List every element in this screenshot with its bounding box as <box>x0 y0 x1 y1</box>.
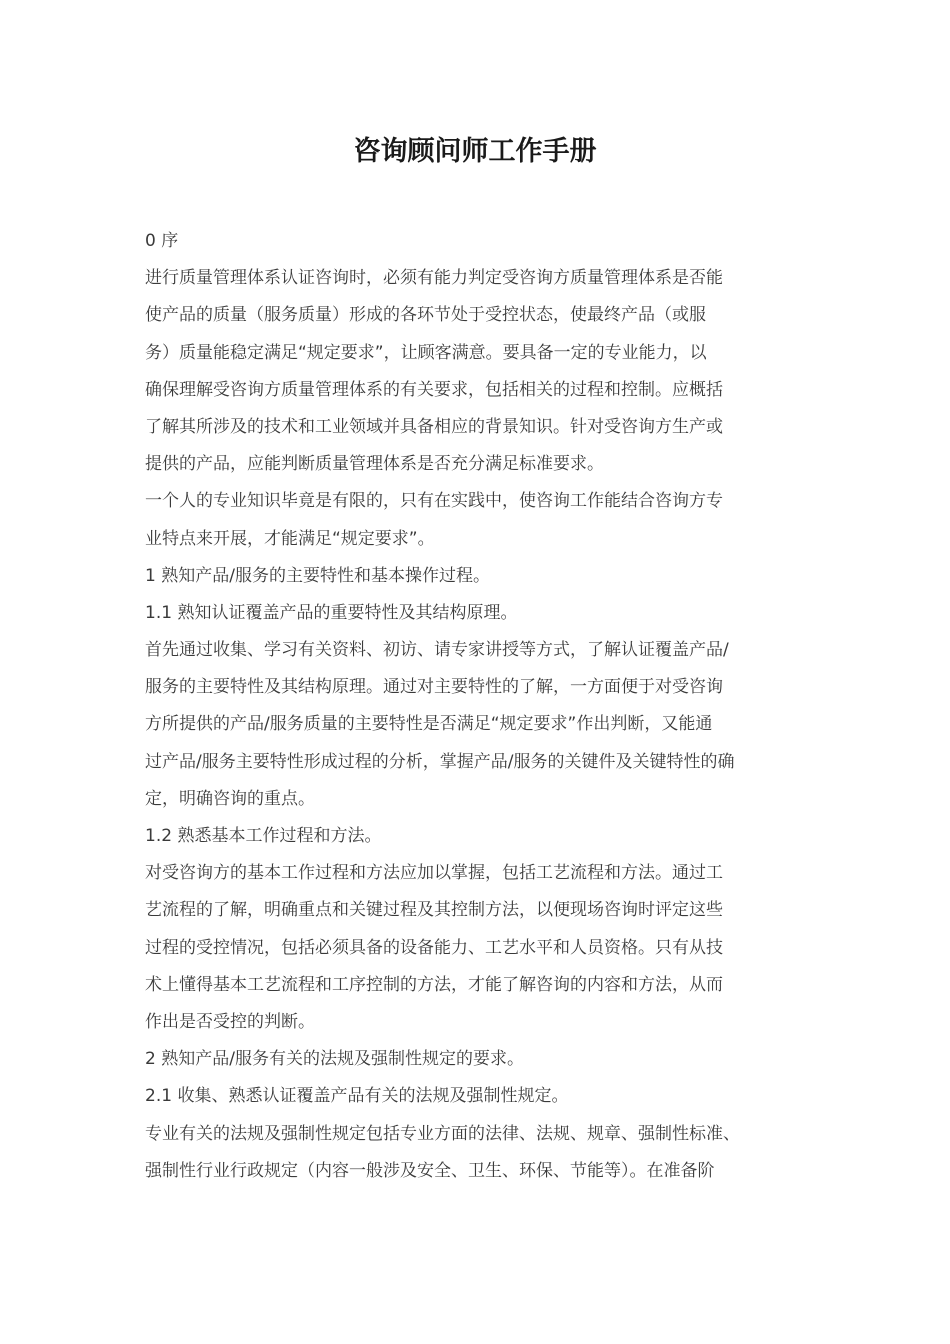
text-line: 首先通过收集、学习有关资料、初访、请专家讲授等方式，了解认证覆盖产品/ <box>145 640 729 661</box>
text-line: 务）质量能稳定满足“规定要求”，让顾客满意。要具备一定的专业能力，以 <box>145 342 707 363</box>
text-line: 1.1 熟知认证覆盖产品的重要特性及其结构原理。 <box>145 602 518 623</box>
text-line: 1 熟知产品/服务的主要特性和基本操作过程。 <box>145 565 490 586</box>
text-line: 艺流程的了解，明确重点和关键过程及其控制方法，以便现场咨询时评定这些 <box>145 900 723 921</box>
text-line: 2.1 收集、熟悉认证覆盖产品有关的法规及强制性规定。 <box>145 1086 569 1107</box>
text-line: 强制性行业行政规定（内容一般涉及安全、卫生、环保、节能等）。在准备阶 <box>145 1160 715 1181</box>
text-line: 确保理解受咨询方质量管理体系的有关要求，包括相关的过程和控制。应概括 <box>145 379 723 400</box>
text-line: 业特点来开展，才能满足“规定要求”。 <box>145 528 435 549</box>
text-line: 一个人的专业知识毕竟是有限的，只有在实践中，使咨询工作能结合咨询方专 <box>145 491 723 512</box>
text-line: 过产品/服务主要特性形成过程的分析，掌握产品/服务的关键件及关键特性的确 <box>145 751 735 772</box>
text-line: 2 熟知产品/服务有关的法规及强制性规定的要求。 <box>145 1049 524 1070</box>
text-line: 术上懂得基本工艺流程和工序控制的方法，才能了解咨询的内容和方法，从而 <box>145 974 723 995</box>
text-line: 定，明确咨询的重点。 <box>145 788 315 809</box>
text-line: 服务的主要特性及其结构原理。通过对主要特性的了解，一方面便于对受咨询 <box>145 677 723 698</box>
text-line: 了解其所涉及的技术和工业领域并具备相应的背景知识。针对受咨询方生产或 <box>145 416 723 437</box>
text-line: 作出是否受控的判断。 <box>145 1011 315 1032</box>
document-body <box>145 223 810 1190</box>
text-line: 1.2 熟悉基本工作过程和方法。 <box>145 826 382 846</box>
text-line: 使产品的质量（服务质量）形成的各环节处于受控状态，使最终产品（或服 <box>145 305 706 326</box>
text-line: 方所提供的产品/服务质量的主要特性是否满足“规定要求”作出判断，又能通 <box>145 714 713 735</box>
text-line: 专业有关的法规及强制性规定包括专业方面的法律、法规、规章、强制性标准、 <box>145 1123 740 1144</box>
document-title: 咨询顾问师工作手册 <box>353 136 597 167</box>
text-line: 提供的产品，应能判断质量管理体系是否充分满足标准要求。 <box>145 454 604 475</box>
text-line: 过程的受控情况，包括必须具备的设备能力、工艺水平和人员资格。只有从技 <box>145 937 723 958</box>
text-line: 0 序 <box>145 231 179 251</box>
text-line: 进行质量管理体系认证咨询时，必须有能力判定受咨询方质量管理体系是否能 <box>145 268 723 289</box>
text-line: 对受咨询方的基本工作过程和方法应加以掌握，包括工艺流程和方法。通过工 <box>145 863 723 884</box>
